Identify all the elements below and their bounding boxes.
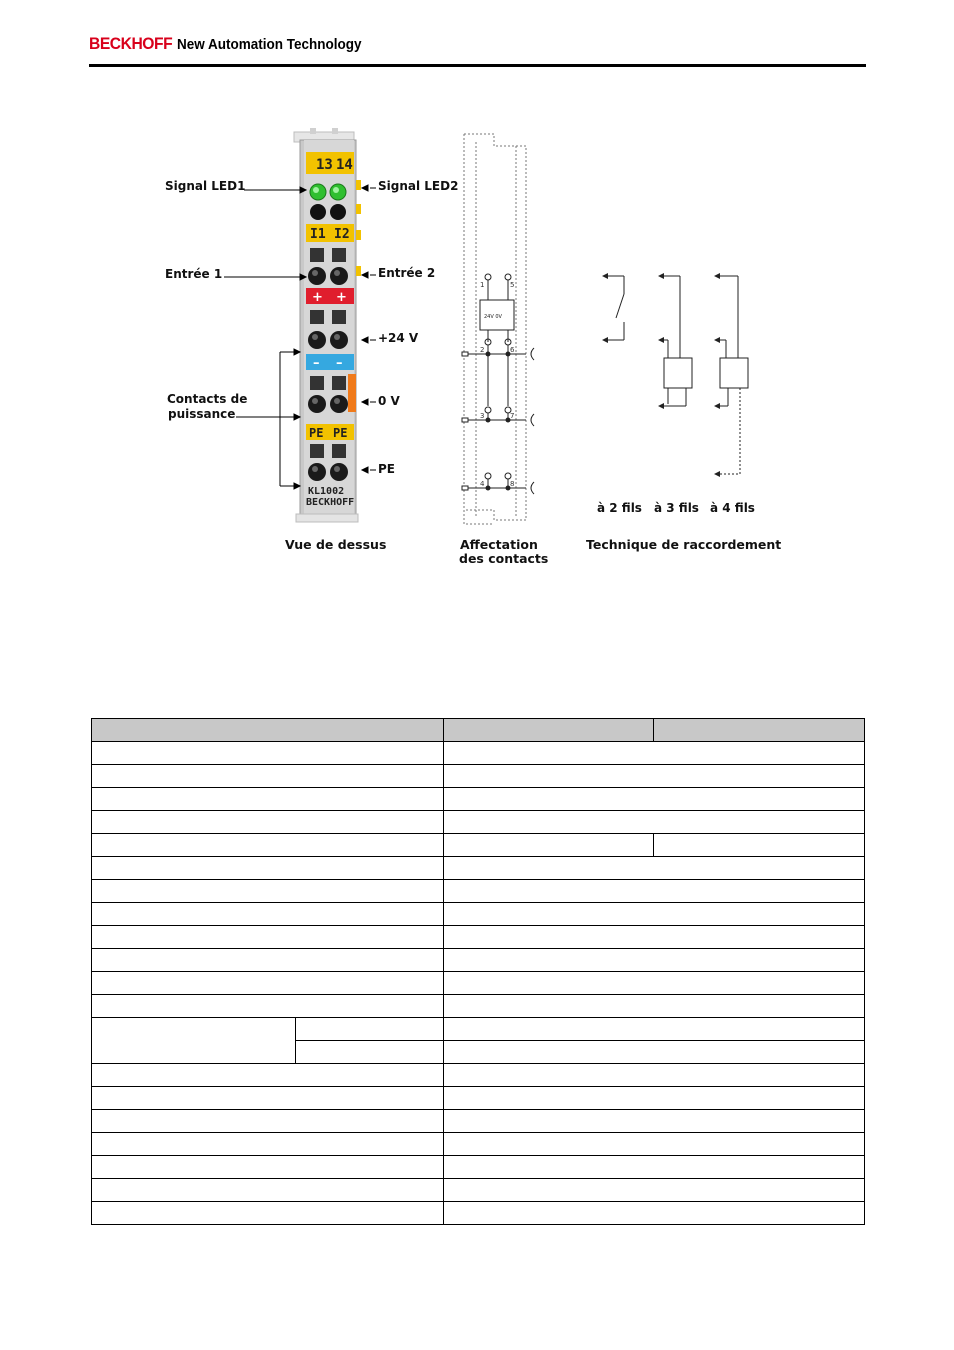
label-i2: I2: [334, 227, 350, 242]
table-cell: [92, 995, 444, 1018]
table-cell: [92, 1156, 444, 1179]
contact-assignment-diagram: [464, 134, 526, 524]
table-row: [92, 857, 865, 880]
table-row: [92, 1133, 865, 1156]
table-cell: [654, 834, 865, 857]
pin-8: 8: [510, 480, 515, 488]
table-cell: [92, 742, 444, 765]
terminal-block-illustration: [294, 128, 361, 522]
table-cell: [92, 1179, 444, 1202]
table-row: [92, 949, 865, 972]
label-minus-b: –: [336, 356, 343, 371]
table-cell: [444, 811, 865, 834]
table-cell: [92, 1064, 444, 1087]
table-cell: [92, 811, 444, 834]
table-cell: [92, 1018, 296, 1064]
callout-power-contacts-line2: puissance: [168, 407, 236, 421]
table-row: [92, 1087, 865, 1110]
callout-pe: PE: [378, 462, 395, 476]
label-i1: I1: [310, 227, 326, 242]
table-row: [92, 1179, 865, 1202]
label-pe-a: PE: [309, 426, 324, 440]
table-row: [92, 972, 865, 995]
table-cell: [444, 903, 865, 926]
label-13: 13: [316, 157, 333, 173]
pin-5: 5: [510, 281, 515, 289]
table-cell: [444, 1087, 865, 1110]
table-header-row: [92, 719, 865, 742]
callout-0v: 0 V: [378, 394, 400, 408]
pin-6: 6: [510, 346, 515, 354]
caption-contact-assignment-line1: Affectation: [460, 537, 538, 552]
callout-signal-led2: Signal LED2: [378, 179, 459, 193]
table-row: [92, 1064, 865, 1087]
contact-dots: [486, 352, 511, 491]
table-row: [92, 995, 865, 1018]
table-row: [92, 1202, 865, 1225]
table-cell: [92, 788, 444, 811]
table-cell: [92, 765, 444, 788]
table-header-cell: [654, 719, 865, 742]
table-cell: [92, 1133, 444, 1156]
label-14: 14: [336, 157, 353, 173]
table-row: [92, 880, 865, 903]
table-cell: [92, 903, 444, 926]
caption-contact-assignment-line2: des contacts: [459, 551, 549, 566]
table-cell: [92, 972, 444, 995]
label-two-wire: à 2 fils: [597, 501, 642, 515]
table-row: [92, 1156, 865, 1179]
table-row: [92, 765, 865, 788]
table-header-cell: [444, 719, 654, 742]
table-row: [92, 834, 865, 857]
table-cell: [444, 742, 865, 765]
table-cell: [296, 1018, 444, 1041]
table-cell: [444, 972, 865, 995]
callout-plus24v: +24 V: [378, 331, 419, 345]
callout-signal-led1: Signal LED1: [165, 179, 246, 193]
caption-connection-technique: Technique de raccordement: [586, 537, 782, 552]
table-row: [92, 788, 865, 811]
pin-4: 4: [480, 480, 485, 488]
label-plus-b: +: [336, 290, 347, 305]
connection-technique-diagram: [604, 276, 748, 474]
table-cell: [444, 926, 865, 949]
callout-entree2: Entrée 2: [378, 266, 436, 280]
table-cell: [92, 1202, 444, 1225]
label-three-wire: à 3 fils: [654, 501, 699, 515]
caption-top-view: Vue de dessus: [285, 537, 387, 552]
table-cell: [444, 1179, 865, 1202]
table-cell: [444, 857, 865, 880]
pin-3: 3: [480, 412, 485, 420]
table-cell: [92, 949, 444, 972]
contact-pin-numbers: [480, 281, 515, 488]
table-cell: [444, 788, 865, 811]
pin-2: 2: [480, 346, 485, 354]
table-cell: [92, 926, 444, 949]
table-cell: [444, 949, 865, 972]
table-row: [92, 811, 865, 834]
table-cell: [444, 1202, 865, 1225]
table-cell: [444, 765, 865, 788]
technical-data-table: [91, 718, 865, 1225]
brand-tagline: New Automation Technology: [177, 36, 362, 53]
callout-power-contacts-line1: Contacts de: [167, 392, 248, 406]
table-row: [92, 1110, 865, 1133]
table-cell: [444, 1018, 865, 1041]
table-cell: [444, 1041, 865, 1064]
table-header-cell: [92, 719, 444, 742]
table-cell: [444, 880, 865, 903]
table-cell: [92, 880, 444, 903]
terminal-figure: [150, 120, 810, 580]
label-plus-a: +: [312, 290, 323, 305]
table-cell: [92, 1110, 444, 1133]
table-cell: [444, 1133, 865, 1156]
terminal-model: KL1002: [308, 486, 345, 497]
page-header: [89, 30, 866, 67]
table-cell: [444, 1064, 865, 1087]
table-cell: [296, 1041, 444, 1064]
pin-1: 1: [480, 281, 485, 289]
svg-text:24V 0V: 24V 0V: [484, 314, 502, 320]
label-four-wire: à 4 fils: [710, 501, 755, 515]
table-cell: [92, 857, 444, 880]
callout-entree1: Entrée 1: [165, 267, 223, 281]
terminal-maker: BECKHOFF: [306, 497, 355, 508]
connection-arrowheads: [602, 273, 720, 477]
label-minus-a: –: [313, 356, 320, 371]
table-cell: [92, 834, 444, 857]
brand-logo: BECKHOFF: [89, 34, 173, 53]
table-cell: [92, 1087, 444, 1110]
pin-7: 7: [510, 412, 515, 420]
table-cell: [444, 995, 865, 1018]
table-row: [92, 1018, 865, 1041]
table-cell: [444, 834, 654, 857]
contact-assignment-circuit: [462, 274, 534, 494]
table-row: [92, 742, 865, 765]
label-pe-b: PE: [333, 426, 348, 440]
table-row: [92, 903, 865, 926]
table-row: [92, 926, 865, 949]
table-cell: [444, 1110, 865, 1133]
table-cell: [444, 1156, 865, 1179]
